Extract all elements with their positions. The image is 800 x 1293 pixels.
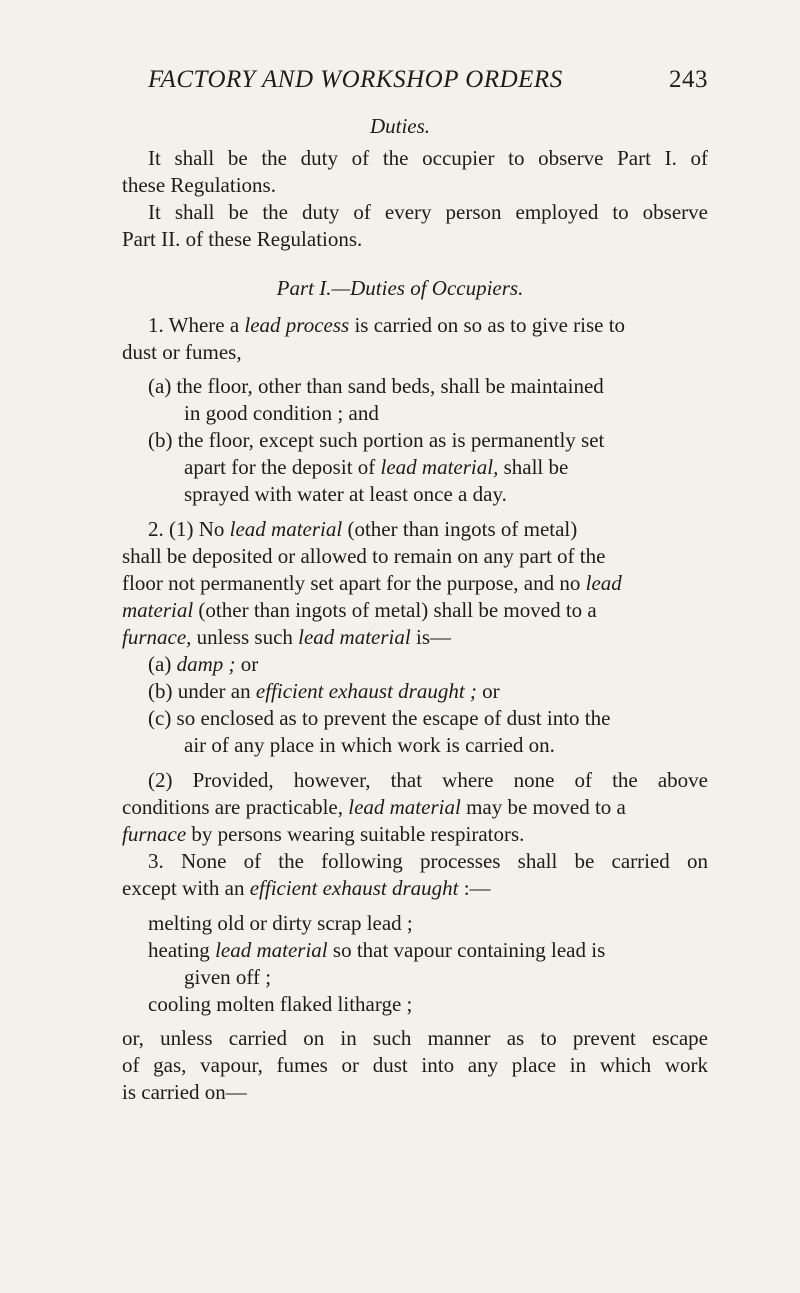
page-header [148,66,708,106]
list-item-line: melting old or dirty scrap lead ; [148,911,413,935]
paragraph-line: dust or fumes, [122,340,242,364]
list-item-line: in good condition ; and [184,401,379,425]
list-item-line: (a) the floor, other than sand beds, shall be maintained [148,374,604,398]
list-item-line: sprayed with water at least once a day. [184,482,507,506]
list-item-line: (a) damp ; or [148,652,259,676]
paragraph-line: shall be deposited or allowed to remain on any part of the [122,544,606,568]
paragraph-line: furnace by persons wearing suitable respirators. [122,822,525,846]
paragraph-line: furnace, unless such lead material is— [122,625,451,649]
list-item-line: (b) under an efficient exhaust draught ; or [148,679,500,703]
list-item-line: (c) so enclosed as to prevent the escape of dust into the [148,706,611,730]
paragraph-line: floor not permanently set apart for the purpose, and no lead [122,571,622,595]
list-item-line: heating lead material so that vapour containing lead is [148,938,606,962]
paragraph-line: these Regulations. [122,173,276,197]
paragraph-line: 3. None of the following processes shall be carried on [148,849,708,873]
list-item-line: given off ; [184,965,272,989]
running-title: FACTORY AND WORKSHOP ORDERS [148,66,563,93]
paragraph-line: Part II. of these Regulations. [122,227,363,251]
list-item-line: (b) the floor, except such portion as is permanently set [148,428,605,452]
paragraph-line: It shall be the duty of the occupier to observe Part I. of [148,146,708,170]
paragraph-line: of gas, vapour, fumes or dust into any place in which work [122,1053,708,1077]
paragraph-line: 2. (1) No lead material (other than ingots of metal) [148,517,578,541]
page-number: 243 [669,66,708,93]
paragraph-line: material (other than ingots of metal) shall be moved to a [122,598,597,622]
paragraph-line: 1. Where a lead process is carried on so as to give rise to [148,313,626,337]
paragraph-line: It shall be the duty of every person employed to observe [148,200,708,224]
paragraph-line: is carried on— [122,1080,247,1104]
paragraph-line: except with an efficient exhaust draught :— [122,876,491,900]
list-item-line: cooling molten flaked litharge ; [148,992,413,1016]
paragraph-line: conditions are practicable, lead material may be moved to a [122,795,626,819]
list-item-line: air of any place in which work is carried on. [184,733,555,757]
section-heading-duties: Duties. [369,114,431,138]
section-heading-part-one: Part I.—Duties of Occupiers. [276,276,524,300]
list-item-line: apart for the deposit of lead material, shall be [184,455,569,479]
paragraph-line: or, unless carried on in such manner as to prevent escape [122,1026,708,1050]
paragraph-line: (2) Provided, however, that where none of the above [148,768,708,792]
